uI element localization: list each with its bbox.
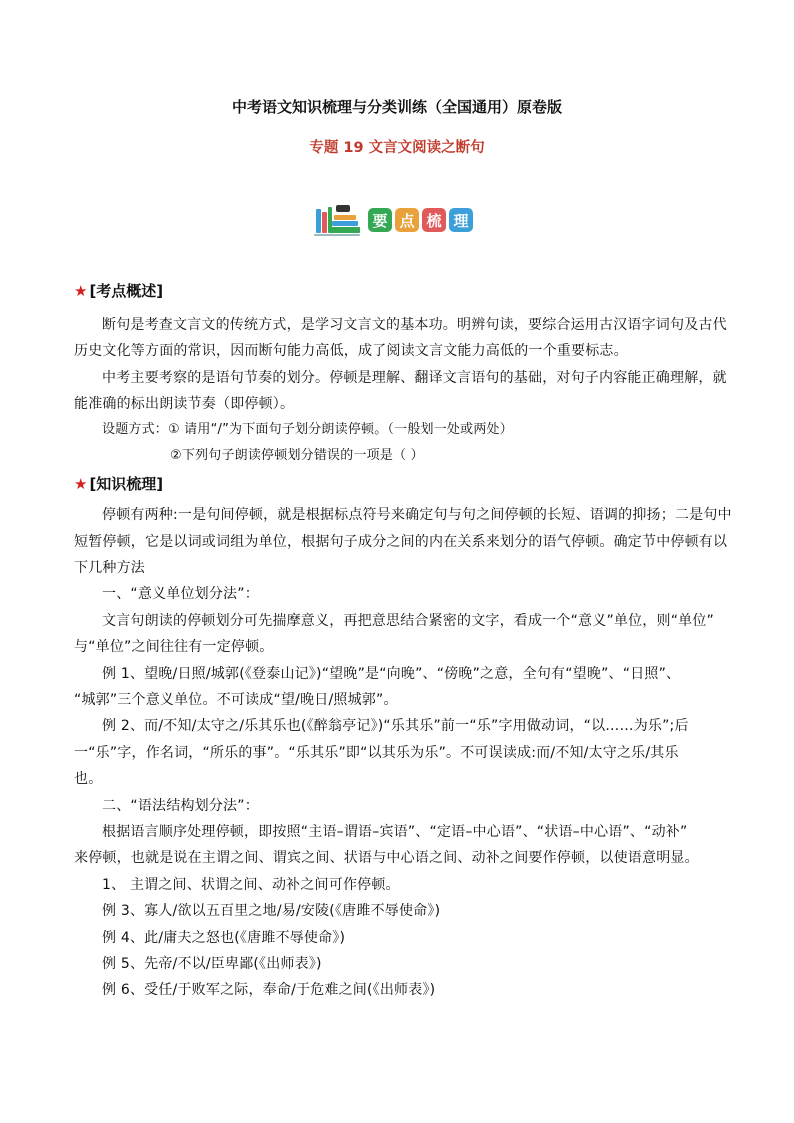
- paragraph-line: 下几种方法: [74, 560, 145, 576]
- paragraph-line: 设题方式：① 请用“/”为下面句子划分朗读停顿。（一般划一处或两处）: [102, 422, 513, 437]
- paragraph-line: 1、 主谓之间、状谓之间、动补之间可作停顿。: [102, 877, 400, 893]
- paragraph-line: 一、“意义单位划分法”：: [102, 586, 259, 602]
- paragraph-line: 与“单位”之间往往有一定停顿。: [74, 639, 274, 655]
- paragraph-line: 例 3、寡人/欲以五百里之地/易/安陵(《唐雎不辱使命》): [102, 903, 441, 919]
- paragraph-line: 例 6、受任/于败军之际，奉命/于危难之间(《出师表》): [102, 982, 436, 998]
- paragraph-line: 例 4、此/庸夫之怒也(《唐雎不辱使命》): [102, 930, 346, 946]
- paragraph-line: 文言句朗读的停顿划分可先揣摩意义，再把意思结合紧密的文字，看成一个“意义”单位，则“单位”: [102, 613, 715, 629]
- badge-char-1: 要: [368, 208, 392, 232]
- key-points-badge: [312, 202, 473, 238]
- badge-char-3: 梳: [422, 208, 446, 232]
- paragraph-line: ②下列句子朗读停顿划分错误的一项是（ ）: [170, 448, 424, 463]
- paragraph-line: 也。: [74, 771, 103, 787]
- section-label: [考点概述]: [89, 282, 164, 300]
- star-icon: ★: [74, 474, 88, 493]
- paragraph-line: 中考主要考察的是语句节奏的划分。停顿是理解、翻译文言语句的基础，对句子内容能正确理解，就: [102, 370, 727, 386]
- section-heading-knowledge: [74, 473, 163, 494]
- paragraph-line: 历史文化等方面的常识，因而断句能力高低，成了阅读文言文能力高低的一个重要标志。: [74, 343, 628, 359]
- paragraph-line: 例 1、望晚/日照/城郭(《登泰山记》)“望晚”是“向晚”、“傍晚”之意，全句有“望晚”、“日照”、: [102, 666, 681, 682]
- document-title: 中考语文知识梳理与分类训练（全国通用）原卷版: [231, 98, 562, 116]
- paragraph-line: 例 5、先帝/不以/臣卑鄙(《出师表》): [102, 956, 322, 972]
- paragraph-line: 短暂停顿，它是以词或词组为单位，根据句子成分之间的内在关系来划分的语气停顿。确定节中停顿有以: [74, 534, 728, 550]
- paragraph-line: 能准确的标出朗读节奏（即停顿）。: [74, 396, 295, 412]
- paragraph-line: 停顿有两种:一是句间停顿，就是根据标点符号来确定句与句之间停顿的长短、语调的抑扬；二是句中: [102, 507, 732, 523]
- paragraph-line: 来停顿，也就是说在主谓之间、谓宾之间、状语与中心语之间、动补之间要作停顿，以使语意明显。: [74, 850, 699, 866]
- badge-char-4: 理: [449, 208, 473, 232]
- section-label: [知识梳理]: [89, 475, 164, 493]
- topic-subtitle: 专题 19 文言文阅读之断句: [309, 140, 485, 156]
- paragraph-line: “城郭”三个意义单位。不可读成“望/晚日/照城郭”。: [74, 692, 398, 708]
- paragraph-line: 一“乐”字，作名词，“所乐的事”。“乐其乐”即“以其乐为乐”。不可误读成:而/不知/太守之乐/其乐: [74, 745, 679, 761]
- paragraph-line: 二、“语法结构划分法”：: [102, 798, 259, 814]
- paragraph-line: 根据语言顺序处理停顿，即按照“主语–谓语–宾语”、“定语–中心语”、“状语–中心语”、“动补”: [102, 824, 688, 840]
- books-icon: [312, 203, 362, 237]
- star-icon: ★: [74, 281, 88, 300]
- badge-char-2: 点: [395, 208, 419, 232]
- paragraph-line: 断句是考查文言文的传统方式，是学习文言文的基本功。明辨句读，要综合运用古汉语字词句及古代: [102, 317, 727, 333]
- paragraph-line: 例 2、而/不知/太守之/乐其乐也(《醉翁亭记》)“乐其乐”前一“乐”字用做动词，“以……为乐”;后: [102, 718, 689, 734]
- section-heading-overview: [74, 280, 163, 301]
